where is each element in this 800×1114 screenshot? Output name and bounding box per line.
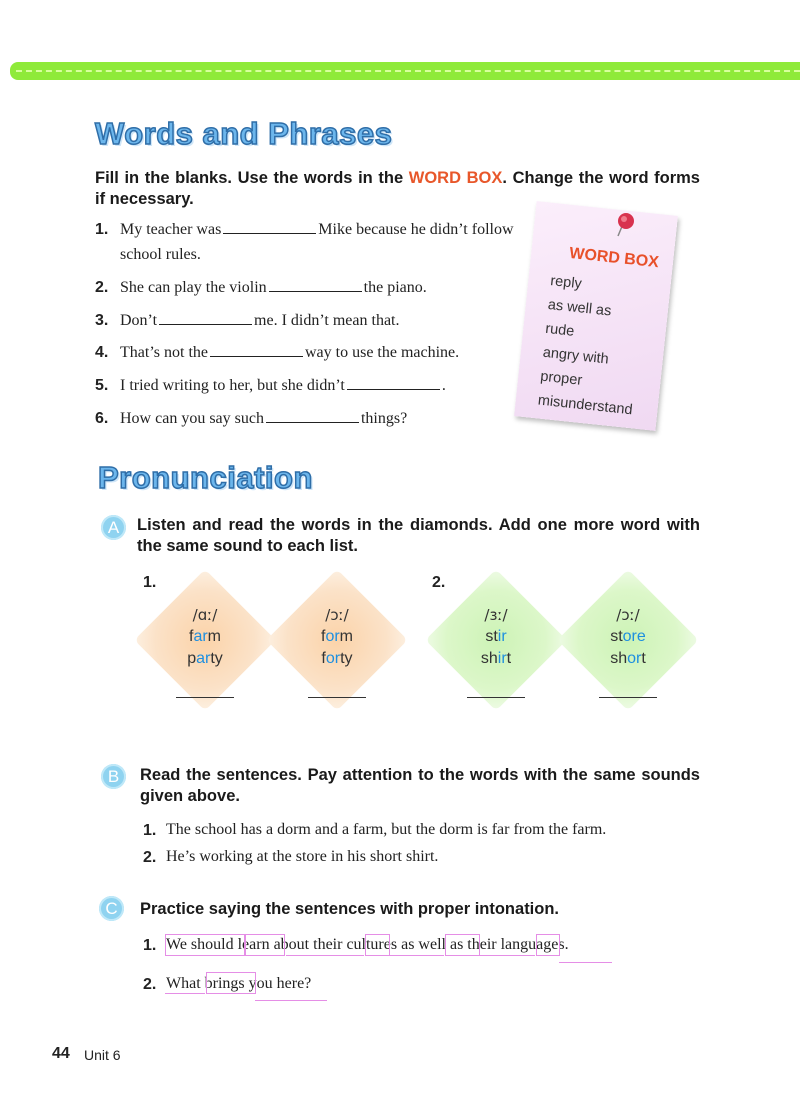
word-part: st: [610, 628, 623, 645]
answer-blank[interactable]: [159, 312, 252, 325]
question-number: 2.: [95, 279, 109, 296]
answer-line[interactable]: [467, 697, 525, 698]
word-part: ty: [210, 650, 223, 667]
page-number: 44: [52, 1045, 70, 1062]
question-4: [95, 344, 108, 362]
diamond-word: [446, 628, 546, 646]
diamond-3: [446, 606, 546, 668]
section-c-instruction: Practice saying the sentences with proper intonation.: [140, 900, 560, 918]
diamond-word: [155, 650, 255, 668]
sentence-text: We should learn about their cultures as well as their languages.: [166, 936, 569, 953]
question-text: That’s not the: [120, 344, 208, 361]
question-text: Don’t: [120, 312, 158, 329]
word-box-note: [514, 201, 678, 431]
sentence-text: He’s working at the store in his short shirt.: [166, 848, 439, 865]
word-box-item: proper: [539, 368, 583, 389]
diamond-word: [578, 628, 678, 646]
intonation-box: [245, 934, 285, 956]
question-1: [95, 221, 108, 239]
word-part: f: [321, 650, 326, 667]
question-number: 4.: [95, 344, 109, 361]
diamond-2: [287, 606, 387, 668]
answer-blank[interactable]: [266, 410, 359, 423]
question-text: Mike because he didn’t follow: [318, 221, 514, 238]
word-box-item: rude: [544, 320, 576, 340]
answer-blank[interactable]: [223, 221, 316, 234]
section-a-badge: A: [101, 515, 126, 540]
word-part: t: [506, 650, 512, 667]
word-box-item: misunderstand: [537, 392, 634, 419]
section-a-instruction: Listen and read the words in the diamonds. Add one more word with the same sound to each list.: [137, 516, 700, 555]
intonation-line: [479, 955, 535, 956]
section-b-instruction: Read the sentences. Pay attention to the words with the same sounds given above.: [140, 766, 700, 805]
section-c-badge: C: [99, 896, 124, 921]
question-text: .: [441, 377, 446, 394]
group-2-label: 2.: [432, 574, 446, 591]
answer-blank[interactable]: [347, 377, 440, 390]
word-part: m: [207, 628, 221, 645]
answer-line[interactable]: [599, 697, 657, 698]
question-6-text: [120, 410, 407, 428]
words-phrases-instruction: [95, 168, 700, 210]
answer-blank[interactable]: [210, 344, 303, 357]
question-text: I tried writing to her, but she didn’t: [120, 377, 345, 394]
diamond-word: [287, 650, 387, 668]
sentence-text: What brings you here?: [166, 975, 312, 992]
word-highlight: ar: [193, 628, 208, 645]
intonation-box: [536, 934, 560, 956]
word-highlight: ir: [497, 628, 507, 645]
word-box-item: as well as: [547, 296, 613, 320]
intonation-line: [559, 962, 612, 963]
intonation-box: [206, 972, 256, 994]
question-text: me. I didn’t mean that.: [254, 312, 400, 329]
answer-line[interactable]: [176, 697, 234, 698]
word-part: p: [187, 650, 197, 667]
question-6: [95, 410, 108, 428]
word-highlight: ir: [497, 650, 507, 667]
intonation-line: [255, 1000, 327, 1001]
question-5: [95, 377, 108, 395]
word-part: ty: [340, 650, 353, 667]
instruction-text-end: . Change the word forms if necessary.: [95, 169, 700, 208]
diamond-word: [287, 628, 387, 646]
question-1-text: [120, 221, 514, 239]
sentence-number: 1.: [143, 822, 157, 839]
question-1-cont: school rules.: [120, 246, 201, 263]
question-2: [95, 279, 108, 297]
word-part: f: [320, 628, 326, 645]
diamond-1: [155, 606, 255, 668]
sentence-number: 1.: [143, 937, 157, 954]
question-text: the piano.: [363, 279, 427, 296]
word-part: f: [188, 628, 194, 645]
question-3: [95, 312, 108, 330]
instruction-text: Fill in the blanks. Use the words in the: [95, 169, 409, 187]
intonation-line: [165, 993, 205, 994]
answer-blank[interactable]: [269, 279, 362, 292]
word-box-item: angry with: [542, 344, 610, 368]
intonation-box: [365, 934, 390, 956]
word-part: sh: [610, 650, 628, 667]
word-part: t: [641, 650, 646, 667]
sentence-number: 2.: [143, 976, 157, 993]
top-decorative-stripe: [10, 62, 800, 80]
phonetic-symbol: /ɑː/: [192, 606, 218, 624]
answer-line[interactable]: [308, 697, 366, 698]
intonation-line: [286, 955, 364, 956]
question-text: My teacher was: [120, 221, 222, 238]
word-highlight: ar: [196, 650, 211, 667]
question-number: 1.: [95, 221, 109, 238]
diamond-word: [446, 650, 546, 668]
diamond-word: [578, 650, 678, 668]
question-text: How can you say such: [120, 410, 264, 427]
phonetic-symbol: /ɔː/: [325, 606, 349, 624]
word-box-title: WORD BOX: [568, 244, 660, 272]
phonetic-symbol: /ɜː/: [484, 606, 508, 624]
word-part: st: [485, 628, 498, 645]
word-part: sh: [480, 650, 498, 667]
question-3-text: [120, 312, 400, 330]
question-2-text: [120, 279, 427, 297]
intonation-line: [389, 955, 444, 956]
question-text: way to use the machine.: [304, 344, 460, 361]
intonation-box: [165, 934, 245, 956]
word-highlight: ore: [622, 628, 646, 645]
pronunciation-title: Pronunciation: [98, 460, 313, 495]
words-phrases-title: Words and Phrases: [95, 116, 393, 151]
intonation-box: [445, 934, 480, 956]
question-text: She can play the violin: [120, 279, 267, 296]
word-highlight: or: [627, 650, 642, 667]
phonetic-symbol: /ɔː/: [616, 606, 640, 624]
section-b-badge: B: [101, 764, 126, 789]
question-number: 3.: [95, 312, 109, 329]
question-text: things?: [360, 410, 408, 427]
diamond-word: [155, 628, 255, 646]
question-number: 6.: [95, 410, 109, 427]
word-highlight: or: [325, 650, 341, 667]
instruction-highlight: WORD BOX: [408, 169, 503, 187]
question-number: 5.: [95, 377, 109, 394]
sentence-number: 2.: [143, 849, 157, 866]
word-part: m: [339, 628, 353, 645]
diamond-4: [578, 606, 678, 668]
word-box-item: reply: [549, 273, 583, 293]
unit-label: Unit 6: [84, 1047, 121, 1063]
push-pin-icon: [614, 212, 636, 238]
group-1-label: 1.: [143, 574, 157, 591]
word-highlight: or: [325, 628, 340, 645]
question-4-text: [120, 344, 459, 362]
sentence-text: The school has a dorm and a farm, but the dorm is far from the farm.: [166, 821, 607, 838]
question-5-text: [120, 377, 446, 395]
